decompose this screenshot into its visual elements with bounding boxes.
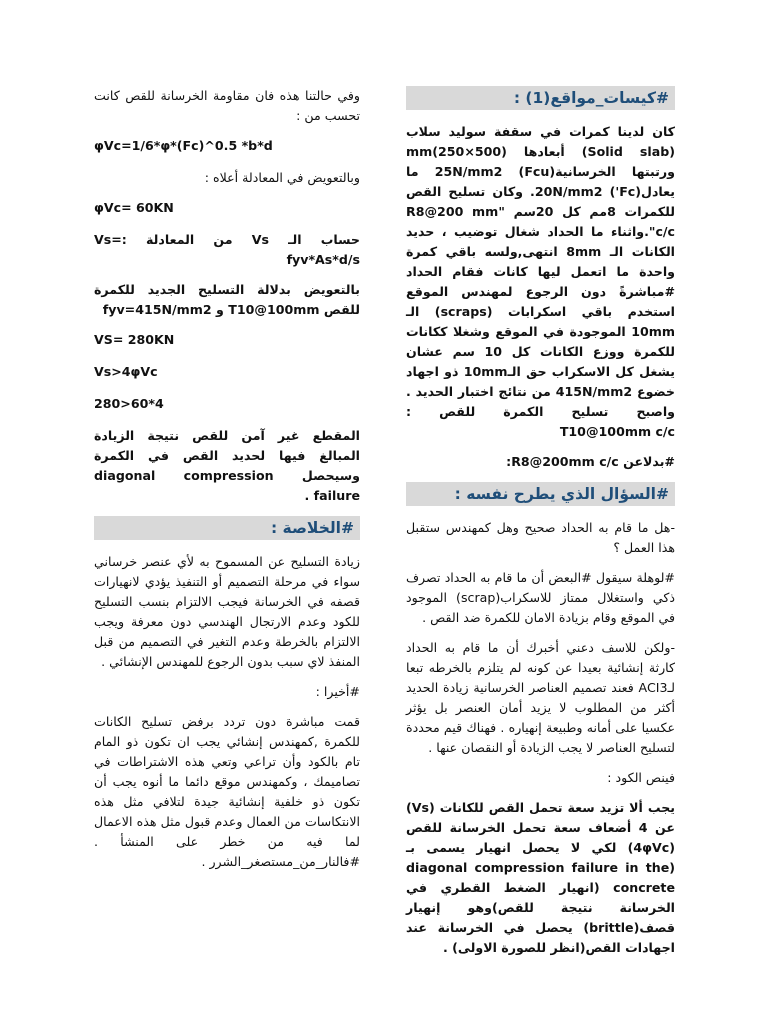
vc-value: φVc= 60KN	[94, 200, 174, 215]
case-paragraph: كان لدينا كمرات في سقفة سوليد سلاب (Solid slab) أبعادها (500×250)mm ورتبتها الخرسانية(Fcu) 25N/mm2 ما يعادل(Fc') 20N/mm2. وكان تسليح القص للكمرات 8مم كل 20سم "R8@200 mm c/c".واثناء ما الحداد شغال توضيب ، حديد الكانات الـ 8mm انتهى,ولسه باقي كمرة واحدة ما اتعمل ليها كانات فقام الحداد #مباشرةً دون الرجوع لمهندس الموقع استخدم باقي اسكرابات (scraps) الـ 10mm الموجودة في الموقع وشغلا ككانات للكمرة ووزع الكانات كل 10 سم عشان يشغل كل الاسكراب حق الـ10mm ذو اجهاد خضوع 415N/mm2 من نتائج اختبار الحديد . واصبح تسليح الكمرة للقص : T10@100mm c/c	[406, 124, 675, 439]
finally-paragraph: قمت مباشرة دون تردد برفض تسليح الكانات للكمرة ,كمهندس إنشائي يجب ان تكون ذو المام تام بالكود وأن تراعي وتعي هذه الاشتراطات في تصاميمك ، وكمهندس موقع دائما ما أنوه يجب أن تكون ذو خلفية إنشائية جيدة لتلافي مثل هذه الانتكاسات من العمال وعدم قبول مثل هذه الاعمال لما فيه من خطر على المنشأ . #فالنار_من_مستصغر_الشرر .	[94, 714, 360, 869]
intro-paragraph: وفي حالتنا هذه فان مقاومة الخرسانة للقص كانت تحسب من :	[94, 88, 360, 123]
substitute-paragraph: وبالتعويض في المعادلة أعلاه :	[204, 170, 360, 185]
case-heading: #كيسات_مواقع(1) :	[406, 86, 675, 110]
code-label: فينص الكود :	[607, 770, 675, 785]
instead-paragraph: #بدلاعن R8@200mm c/c:	[506, 454, 675, 469]
vs-compare: Vs>4φVc	[94, 364, 158, 379]
vs-calc-paragraph: حساب الـ Vs من المعادلة :Vs= fyv*As*d/s	[94, 232, 360, 267]
vs-numbers: 280>60*4	[94, 396, 164, 411]
vs-value: VS= 280KN	[94, 332, 175, 347]
new-rebar-paragraph: بالتعويض بدلالة التسليح الجديد للكمرة للقص T10@100mm و fyv=415N/mm2	[94, 282, 360, 317]
conclusion-heading: #الخلاصة :	[94, 516, 360, 540]
left-column	[94, 86, 360, 882]
unsafe-paragraph: المقطع غير آمن للقص نتيجة الزيادة المبالغ فيها لحديد القص في الكمرة وسيحصل diagonal compression failure .	[94, 428, 360, 503]
conclusion-paragraph: زيادة التسليح عن المسموح به لأي عنصر خرساني سواء في مرحلة التصميم أو التنفيذ يؤدي لانهيارات قصفه في الخرسانة فيجب الالتزام بنسب التسليح للكود وعدم الارتجال الهندسي دون معرفة ويجب الالتزام بالخرطة وعدم التغير في التصميم من قبل المنفذ لاي سبب بدون الرجوع للمهندس الإنشائي .	[94, 554, 360, 669]
code-paragraph: يجب ألا تزيد سعة تحمل القص للكانات (Vs) عن 4 أضعاف سعة تحمل الخرسانة للقص (4φVc) لكي لا يحصل انهيار يسمى بـ (diagonal compression failure in the concrete (انهيار الضغط القطري في الخرسانة نتيجة للقص)وهو إنهيار قصف(brittle) يحصل في الخرسانة عند اجهادات القص(انظر للصورة الاولى) .	[406, 800, 675, 955]
sorry-paragraph: -ولكن للاسف دعني أخبرك أن ما قام به الحداد كارثة إنشائية بعيدا عن كونه لم يتلزم بالخرطه تبعا لـACI3 فعند تصميم العناصر الخرسانية زيادة الحديد أكثر من المطلوب لا يزيد أمان العنصر بل يؤثر عكسيا على أمانه وطبيعة إنهياره . فهناك قيم محددة لتسليح العناصر لا يجب الزيادة أو النقصان عنها .	[406, 640, 675, 755]
some-say-paragraph: #لوهلة سيقول #البعض أن ما قام به الحداد تصرف ذكي واستغلال ممتاز للاسكراب(scrap) الموجود في الموقع وقام بزيادة الامان للكمرة ضد القص .	[406, 570, 675, 625]
question-heading: #السؤال الذي يطرح نفسه :	[406, 482, 675, 506]
question-paragraph: -هل ما قام به الحداد صحيح وهل كمهندس ستقبل هذا العمل ؟	[406, 520, 675, 555]
vc-formula: φVc=1/6*φ*(Fc)^0.5 *b*d	[94, 138, 273, 153]
right-column	[406, 86, 675, 968]
finally-label: #أخيرا :	[315, 684, 360, 699]
